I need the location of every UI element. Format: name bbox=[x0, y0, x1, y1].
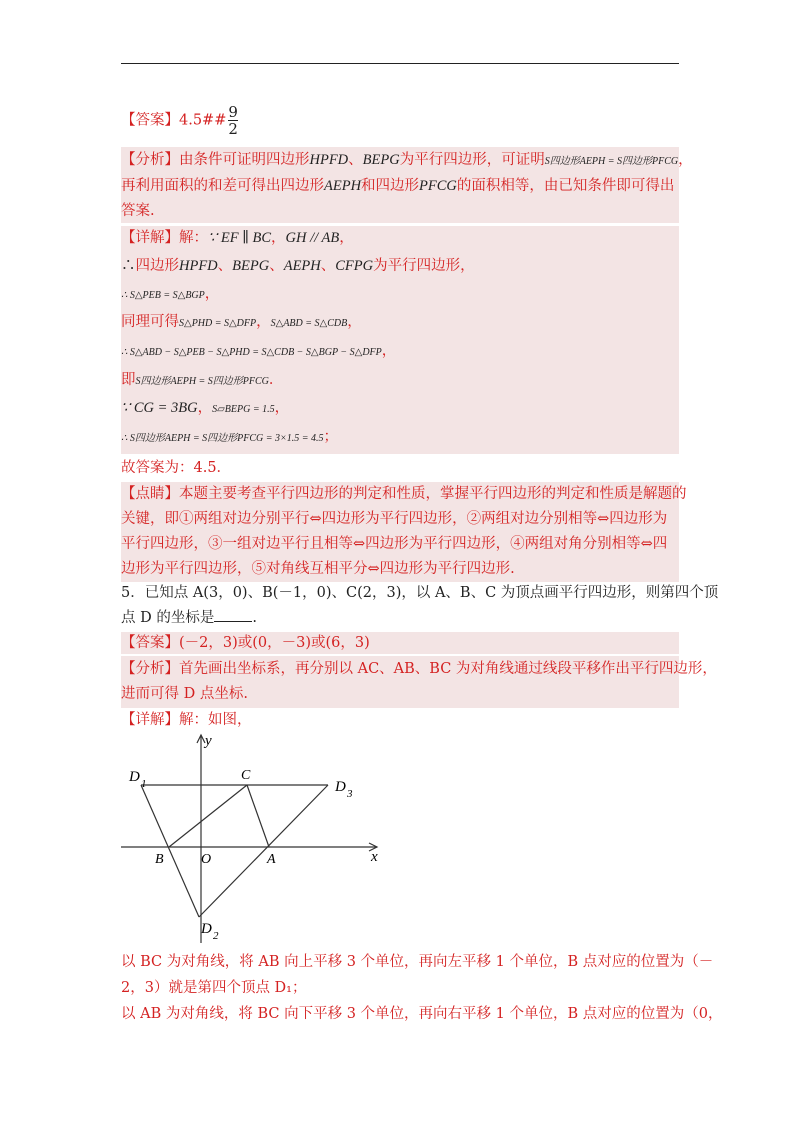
answer-blank bbox=[214, 607, 252, 622]
text: ， bbox=[256, 314, 271, 330]
fraction-numerator: 9 bbox=[228, 103, 238, 121]
q4-comment-line-2: 关键，即①两组对边分别平行⇔四边形为平行四边形，②两组对边分别相等⇔四边形为 bbox=[121, 511, 668, 527]
q5-answer bbox=[121, 631, 370, 655]
text: ， bbox=[204, 286, 220, 302]
label-d1: D bbox=[129, 769, 140, 785]
math: S四边形AEPH = S四边形PFCG bbox=[135, 376, 269, 387]
text: 、 bbox=[217, 258, 233, 274]
analysis-label: 【分析】 bbox=[121, 152, 179, 168]
math: BEPG bbox=[232, 258, 270, 274]
label-x: x bbox=[371, 849, 378, 865]
text: 为平行四边形，可证明 bbox=[399, 152, 545, 168]
math: PFCG bbox=[419, 178, 457, 194]
q4-detail-line-8 bbox=[121, 425, 338, 449]
text: 点 D 的坐标是 bbox=[121, 610, 215, 626]
math: HPFD bbox=[179, 258, 218, 274]
text: 四边形 bbox=[135, 258, 179, 274]
q5-stem-line-2 bbox=[121, 606, 257, 630]
answer-value: 4.5## bbox=[179, 112, 227, 129]
label-d2: D bbox=[201, 921, 212, 937]
text: ， bbox=[347, 314, 362, 330]
q5-detail-case-2-line-1: 以 AB 为对角线，将 BC 向下平移 3 个单位，再向右平移 1 个单位，B 点对应的位置为（0， bbox=[121, 1006, 723, 1022]
coordinate-figure bbox=[121, 733, 383, 943]
text: 同理可得 bbox=[121, 314, 179, 330]
q4-analysis-line-3: 答案. bbox=[121, 203, 155, 219]
q4-detail-line-7 bbox=[121, 396, 289, 420]
text: ； bbox=[323, 429, 339, 445]
analysis-label: 【分析】 bbox=[121, 661, 179, 677]
text: . bbox=[252, 610, 257, 626]
math: GH // AB bbox=[285, 230, 340, 246]
answer-label: 【答案】 bbox=[121, 635, 179, 651]
answer-fraction bbox=[228, 104, 238, 137]
label-d2-sub: 2 bbox=[213, 930, 219, 942]
math: S四边形AEPH = S四边形PFCG bbox=[544, 156, 679, 167]
text: ， bbox=[678, 152, 693, 168]
label-c: C bbox=[241, 768, 251, 783]
label-a: A bbox=[267, 852, 276, 867]
q4-answer bbox=[121, 103, 238, 138]
q4-detail-line-6 bbox=[121, 368, 283, 392]
math: S△ABD = S△CDB bbox=[270, 318, 348, 329]
text: 由条件可证明四边形 bbox=[179, 152, 310, 168]
label-d3-sub: 3 bbox=[347, 788, 353, 800]
comment-label: 【点睛】 bbox=[121, 486, 179, 502]
text: ， bbox=[271, 230, 286, 246]
q5-stem-line-1: 5．已知点 A(3，0)、B(－1，0)、C(2，3)，以 A、B、C 为顶点画平行四边形，则第四个顶 bbox=[121, 585, 719, 601]
label-d1-sub: 1 bbox=[141, 778, 147, 790]
figure-background bbox=[121, 733, 383, 943]
text: ， bbox=[381, 343, 397, 359]
math: AEPH bbox=[324, 178, 362, 194]
math: S▱BEPG = 1.5 bbox=[212, 404, 275, 415]
header-rule bbox=[121, 63, 679, 64]
math: ∴ S△PEB = S△BGP bbox=[121, 290, 205, 301]
math: ∴ S四边形AEPH = S四边形PFCG = 3×1.5 = 4.5 bbox=[121, 433, 324, 444]
q4-detail-line-2 bbox=[121, 254, 475, 278]
q4-final-answer: 故答案为：4.5． bbox=[121, 460, 232, 476]
q4-detail-line-1 bbox=[121, 226, 354, 250]
q4-detail-line-4 bbox=[121, 310, 362, 334]
math: CFPG bbox=[335, 258, 374, 274]
answer-label: 【答案】 bbox=[121, 112, 179, 129]
math: ∴ bbox=[121, 258, 136, 274]
detail-label: 【详解】 bbox=[121, 712, 179, 728]
text: 的面积相等，由已知条件即可得出 bbox=[456, 178, 675, 194]
q4-detail-line-3 bbox=[121, 282, 219, 306]
label-origin: O bbox=[201, 852, 212, 867]
label-d3: D bbox=[335, 779, 346, 795]
text: 再利用面积的和差可得出四边形 bbox=[121, 178, 324, 194]
math: ∵ EF ∥ BC bbox=[208, 230, 272, 246]
q4-comment-line-3: 平行四边形，③一组对边平行且相等⇔四边形为平行四边形，④两组对角分别相等⇔四 bbox=[121, 536, 668, 552]
text: 、 bbox=[320, 258, 336, 274]
math: ∴ S△ABD − S△PEB − S△PHD = S△CDB − S△BGP − S△DFP bbox=[121, 347, 382, 358]
label-b: B bbox=[155, 852, 164, 867]
text: 、 bbox=[269, 258, 284, 274]
text: 即 bbox=[121, 372, 136, 388]
q5-analysis-line-1 bbox=[121, 657, 717, 681]
q4-analysis-line-1 bbox=[121, 148, 693, 172]
label-y: y bbox=[205, 733, 212, 749]
fraction-denominator: 2 bbox=[228, 120, 238, 138]
text: 为平行四边形， bbox=[373, 258, 475, 274]
text: 、 bbox=[348, 152, 363, 168]
detail-label: 【详解】 bbox=[121, 230, 179, 246]
text: ， bbox=[339, 230, 354, 246]
q5-analysis-line-2: 进而可得 D 点坐标. bbox=[121, 686, 248, 702]
q5-detail-case-1-line-1: 以 BC 为对角线，将 AB 向上平移 3 个单位，再向左平移 1 个单位，B 点对应的位置为（－ bbox=[121, 954, 714, 970]
math: BEPG bbox=[362, 152, 400, 168]
text: 本题主要考查平行四边形的判定和性质，掌握平行四边形的判定和性质是解题的 bbox=[179, 486, 687, 502]
q5-detail-line-1 bbox=[121, 708, 252, 732]
text: ． bbox=[268, 372, 284, 388]
q4-analysis-line-2 bbox=[121, 174, 674, 198]
math: ∵ CG = 3BG bbox=[121, 400, 198, 416]
text: 解： bbox=[179, 230, 208, 246]
text: 和四边形 bbox=[361, 178, 420, 194]
q4-comment-line-1 bbox=[121, 482, 687, 506]
q4-comment-line-4: 边形为平行四边形，⑤对角线互相平分⇔四边形为平行四边形. bbox=[121, 561, 515, 577]
text: 首先画出坐标系，再分别以 AC、AB、BC 为对角线通过线段平移作出平行四边形， bbox=[179, 661, 717, 677]
q5-detail-case-1-line-2: 2，3）就是第四个顶点 D₁； bbox=[121, 980, 307, 996]
math: S△PHD = S△DFP bbox=[179, 318, 257, 329]
math: AEPH bbox=[283, 258, 321, 274]
text: ， bbox=[197, 400, 213, 416]
text: ， bbox=[274, 400, 290, 416]
answer-value: (－2，3)或(0，－3)或(6，3) bbox=[179, 635, 370, 651]
math: HPFD bbox=[309, 152, 349, 168]
q4-detail-line-5 bbox=[121, 339, 396, 363]
text: 解：如图， bbox=[179, 712, 252, 728]
